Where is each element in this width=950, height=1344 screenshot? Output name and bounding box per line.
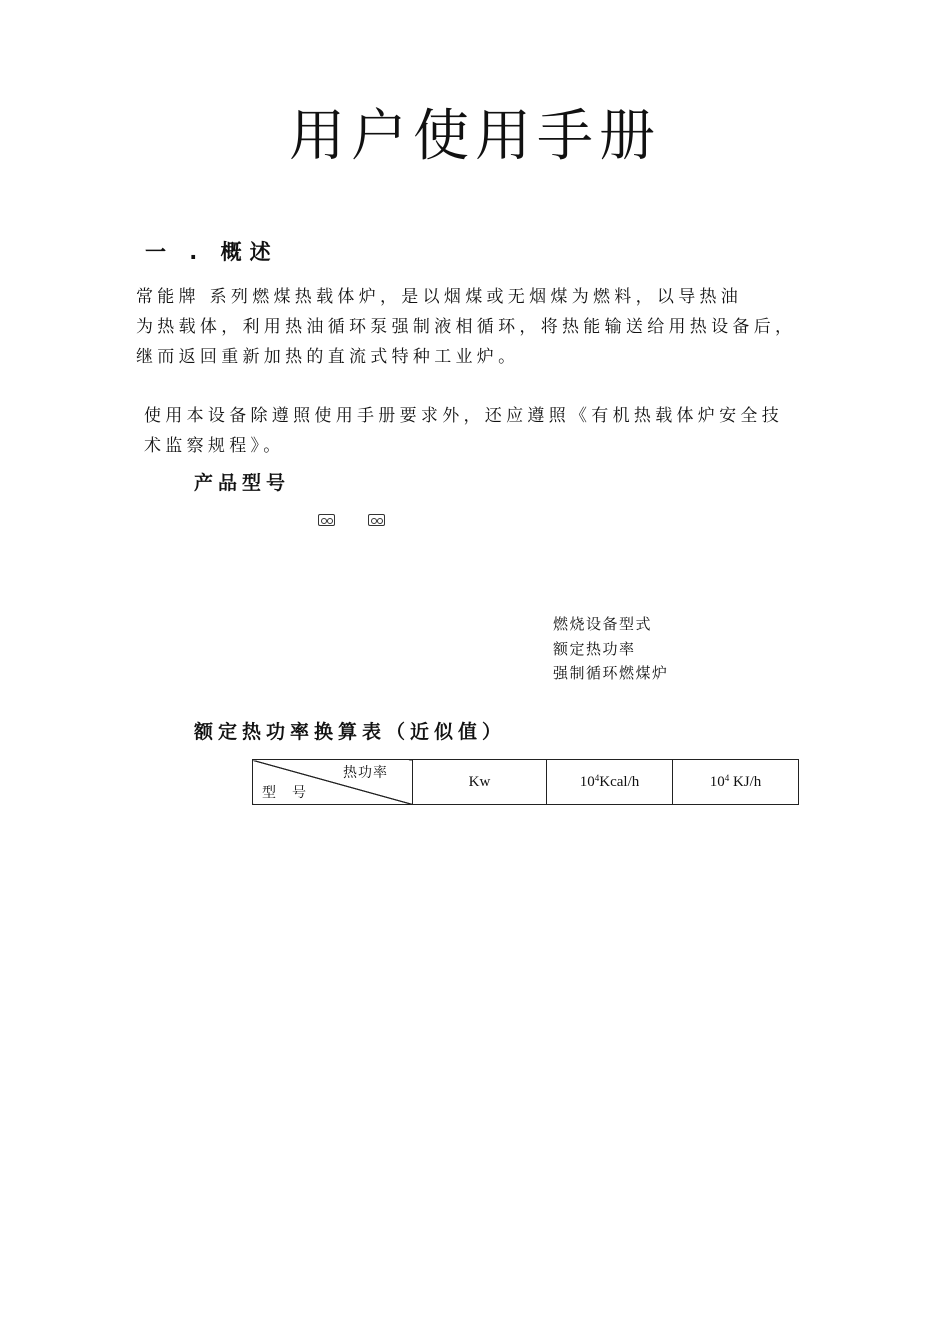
legend-item: 强制循环燃煤炉 bbox=[553, 664, 669, 682]
kj-exponent: 4 bbox=[724, 773, 730, 783]
conversion-table-heading: 额定热功率换算表（近似值） bbox=[194, 721, 507, 743]
header-model: 型号 bbox=[262, 785, 322, 801]
diagonal-header-cell bbox=[253, 760, 413, 805]
header-kcal bbox=[547, 760, 673, 805]
compliance-line: 使用本设备除遵照使用手册要求外，还应遵照《有机热载体炉安全技 bbox=[144, 406, 783, 426]
header-kj bbox=[673, 760, 799, 805]
table-header-row bbox=[253, 760, 799, 805]
kcal-unit: Kcal/h bbox=[599, 774, 640, 790]
overview-line: 常能牌 系列燃煤热载体炉，是以烟煤或无烟煤为燃料，以导热油 bbox=[136, 287, 743, 307]
model-code-icon bbox=[318, 514, 335, 526]
kcal-base: 10 bbox=[579, 774, 595, 790]
model-legend bbox=[553, 612, 669, 686]
overview-paragraph bbox=[136, 282, 796, 372]
section-heading-overview: 一 . 概述 bbox=[145, 240, 279, 264]
conversion-table bbox=[252, 759, 799, 805]
legend-item: 额定热功率 bbox=[553, 639, 636, 658]
overview-line: 继而返回重新加热的直流式特种工业炉。 bbox=[136, 347, 520, 367]
compliance-line: 术监察规程》。 bbox=[144, 436, 285, 456]
model-code-icon bbox=[368, 514, 385, 526]
header-heat-power: 热功率 bbox=[343, 765, 388, 781]
overview-line: 为热载体，利用热油循环泵强制液相循环，将热能输送给用热设备后， bbox=[136, 317, 797, 337]
legend-item: 燃烧设备型式 bbox=[553, 615, 653, 633]
kj-base: 10 bbox=[709, 774, 725, 790]
product-model-heading: 产品型号 bbox=[194, 472, 291, 494]
document-title: 用户使用手册 bbox=[289, 104, 661, 169]
header-kw: Kw bbox=[413, 760, 547, 805]
kj-unit: KJ/h bbox=[729, 774, 762, 790]
kcal-exponent: 4 bbox=[594, 773, 600, 783]
compliance-paragraph bbox=[144, 401, 783, 461]
